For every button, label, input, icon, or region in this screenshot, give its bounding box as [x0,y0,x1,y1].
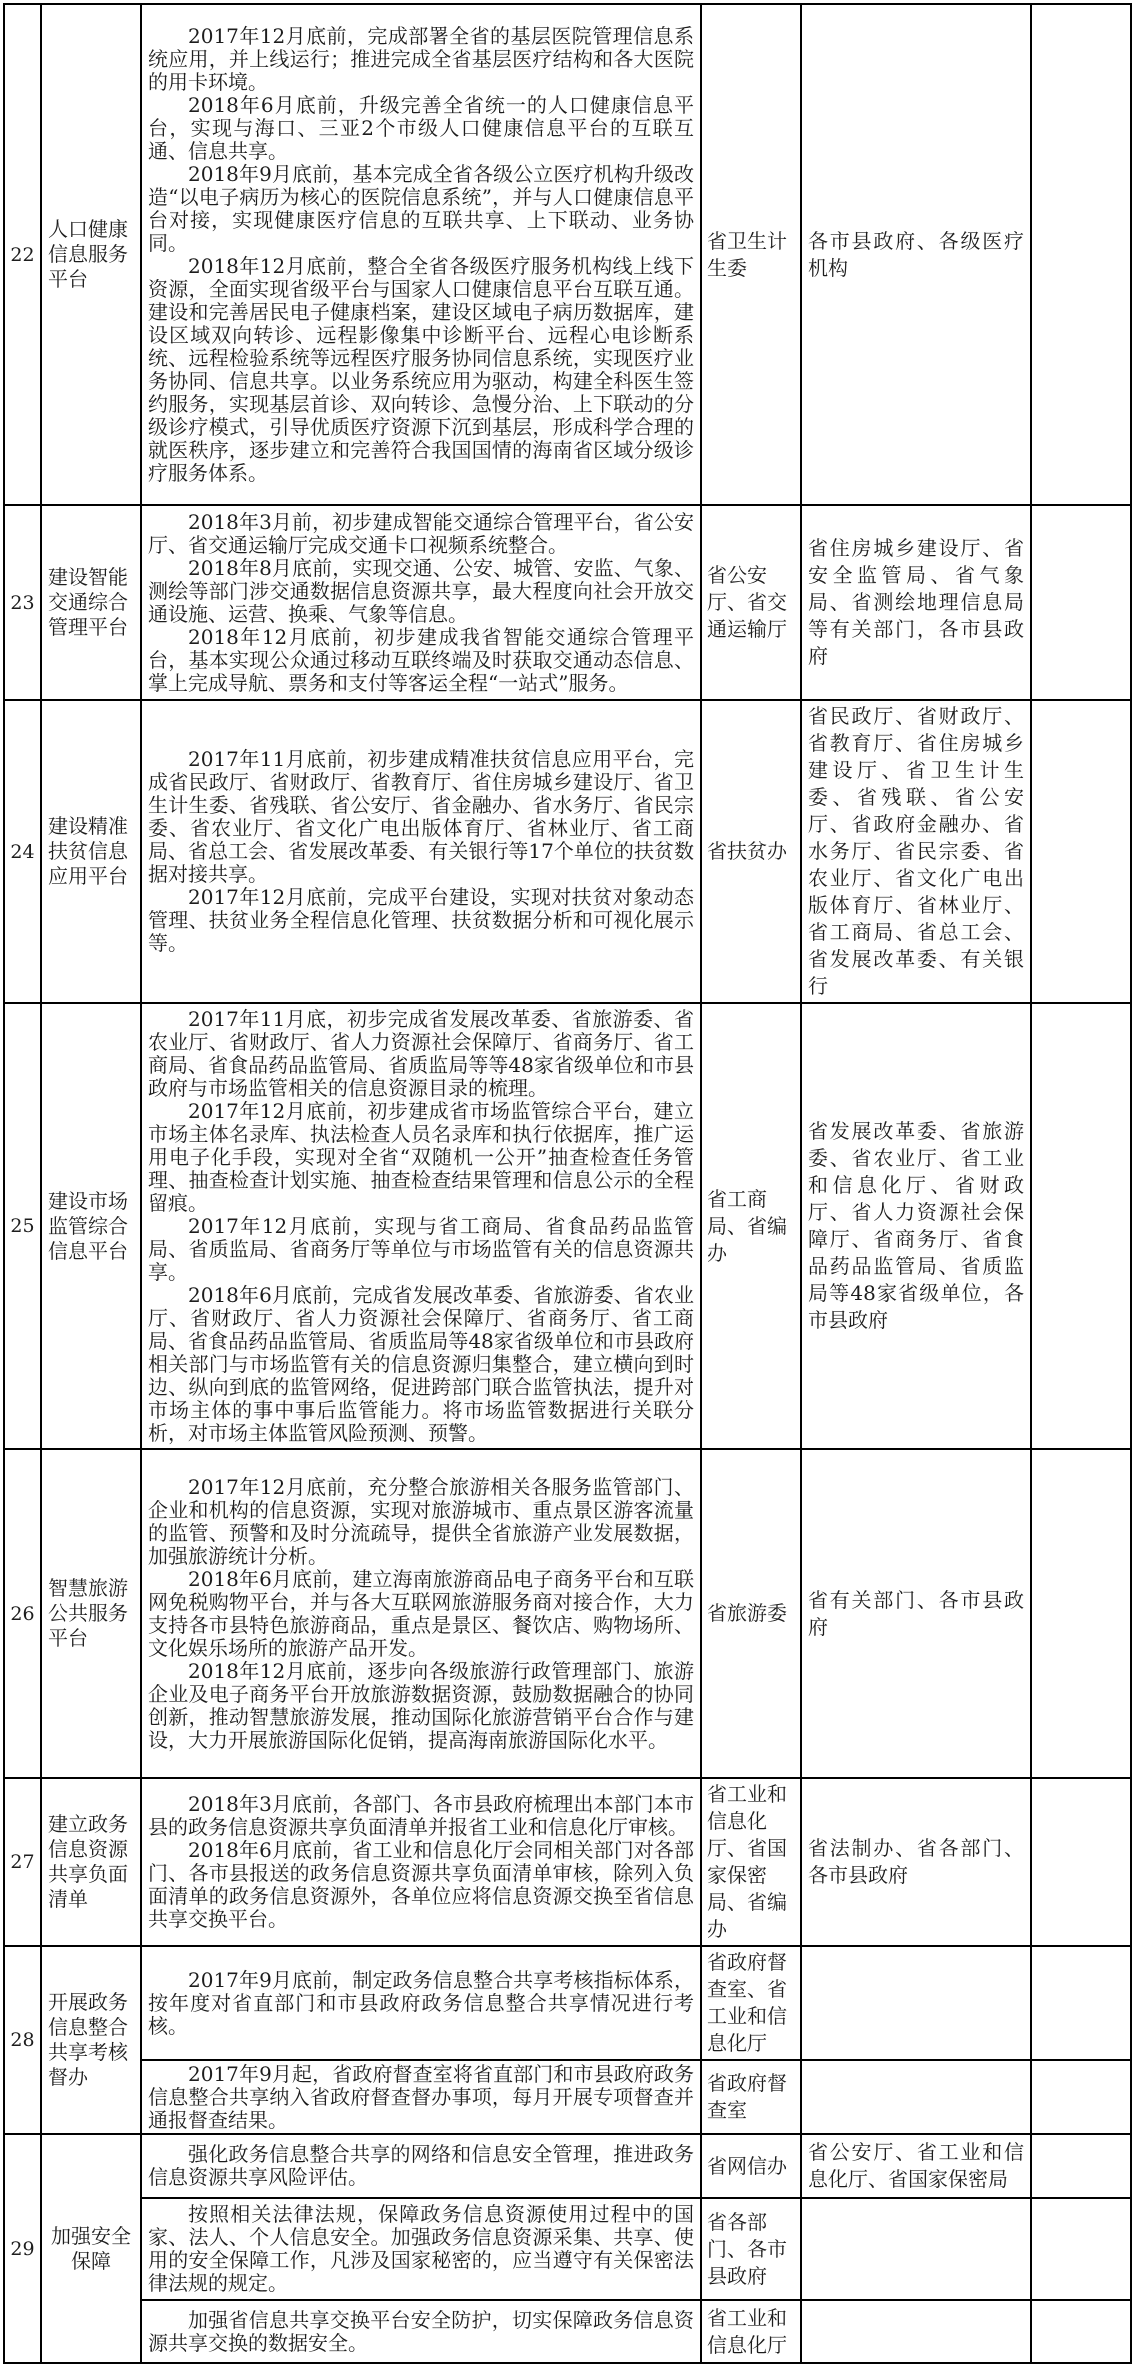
row-number: 25 [4,1003,41,1449]
description-paragraph: 2017年12月底前，完成部署全省的基层医院管理信息系统应用，并上线运行；推进完成全省基层医疗结构和各大医院的用卡环境。 [148,23,694,94]
description-paragraph: 强化政务信息整合共享的网络和信息安全管理，推进政务信息资源共享风险评估。 [148,2142,694,2189]
cooperating-departments-cell [801,1946,1031,2060]
lead-department-cell: 省工业和信息化厅、省国家保密局、省编办 [701,1778,801,1946]
cooperating-departments-cell: 省有关部门、各市县政府 [801,1449,1031,1778]
description-paragraph: 2017年12月底前，初步建成省市场监管综合平台，建立市场主体名录库、执法检查人员名录库和执行依据库，推广运用电子化手段，实现对全省“双随机一公开”抽查检查任务管理、抽查检查计划实施、抽查检查结果管理和信息公示的全程留痕。 [148,1098,694,1215]
blank-cell [1031,1778,1131,1946]
cooperating-departments-cell: 省发展改革委、省旅游委、省农业厅、省工业和信息化厅、省财政厅、省人力资源社会保障厅、省商务厅、省食品药品监管局、省质监局等48家省级单位，各市县政府 [801,1003,1031,1449]
row-number: 27 [4,1778,41,1946]
lead-department-cell: 省政府督查室 [701,2060,801,2134]
lead-department-cell: 省旅游委 [701,1449,801,1778]
description-paragraph: 2018年12月底前，整合全省各级医疗服务机构线上线下资源，全面实现省级平台与国家人口健康信息平台互联互通。建设和完善居民电子健康档案，建设区域电子病历数据库，建设区域双向转诊、远程影像集中诊断平台、远程心电诊断系统、远程检验系统等远程医疗服务协同信息系统，实现医疗业务协同、信息共享。以业务系统应用为驱动，构建全科医生签约服务，实现基层首诊、双向转诊、急慢分治、上下联动的分级诊疗模式，引导优质医疗资源下沉到基层，形成科学合理的就医秩序，逐步建立和完善符合我国国情的海南省区域分级诊疗服务体系。 [148,253,694,485]
description-paragraph: 2018年12月底前，初步建成我省智能交通综合管理平台，基本实现公众通过移动互联终端及时获取交通动态信息、掌上完成导航、票务和支付等客运全程“一站式”服务。 [148,624,694,695]
description-paragraph: 2017年12月底前，实现与省工商局、省食品药品监管局、省质监局、省商务厅等单位与市场监管有关的信息资源共享。 [148,1213,694,1284]
cooperating-departments-cell: 省公安厅、省工业和信息化厅、省国家保密局 [801,2134,1031,2198]
blank-cell [1031,505,1131,700]
row-number: 29 [4,2134,41,2363]
description-cell [141,2060,701,2134]
row-number: 26 [4,1449,41,1778]
description-paragraph: 2017年9月底前，制定政务信息整合共享考核指标体系，按年度对省直部门和市县政府政务信息整合共享情况进行考核。 [148,1967,694,2038]
blank-cell [1031,700,1131,1003]
task-name-cell: 建设智能交通综合管理平台 [41,505,141,700]
task-table [3,3,1132,2364]
blank-cell [1031,2198,1131,2300]
cooperating-departments-cell [801,2300,1031,2363]
description-cell [141,2134,701,2198]
description-paragraph: 加强省信息共享交换平台安全防护，切实保障政务信息资源共享交换的数据安全。 [148,2307,694,2355]
table-row [4,2134,1131,2198]
cooperating-departments-cell [801,2198,1031,2300]
blank-cell [1031,1946,1131,2060]
task-name-cell: 加强安全保障 [41,2134,141,2363]
lead-department-cell: 省网信办 [701,2134,801,2198]
description-cell [141,1003,701,1449]
lead-department-cell: 省各部门、各市县政府 [701,2198,801,2300]
cooperating-departments-cell: 省民政厅、省财政厅、省教育厅、省住房城乡建设厅、省卫生计生委、省残联、省公安厅、省政府金融办、省水务厅、省民宗委、省农业厅、省文化广电出版体育厅、省林业厅、省工商局、省总工会、省发展改革委、有关银行 [801,700,1031,1003]
table-row [4,2060,1131,2134]
description-paragraph: 2018年9月底前，基本完成全省各级公立医疗机构升级改造“以电子病历为核心的医院信息系统”，并与人口健康信息平台对接，实现健康医疗信息的互联共享、上下联动、业务协同。 [148,161,694,255]
task-name-cell: 建设市场监管综合信息平台 [41,1003,141,1449]
blank-cell [1031,1003,1131,1449]
task-table-page [3,3,1132,2364]
description-paragraph: 按照相关法律法规，保障政务信息资源使用过程中的国家、法人、个人信息安全。加强政务信息资源采集、共享、使用的安全保障工作，凡涉及国家秘密的，应当遵守有关保密法律法规的规定。 [148,2202,694,2295]
row-number: 22 [4,4,41,505]
description-cell [141,2198,701,2300]
row-number: 24 [4,700,41,1003]
description-paragraph: 2017年12月底前，充分整合旅游相关各服务监管部门、企业和机构的信息资源，实现对旅游城市、重点景区游客流量的监管、预警和及时分流疏导，提供全省旅游产业发展数据，加强旅游统计分析。 [148,1474,694,1568]
description-paragraph: 2017年11月底，初步完成省发展改革委、省旅游委、省农业厅、省财政厅、省人力资源社会保障厅、省商务厅、省工商局、省食品药品监管局、省质监局等等48家省级单位和市县政府与市场监管相关的信息资源目录的梳理。 [148,1006,694,1100]
lead-department-cell: 省工业和信息化厅 [701,2300,801,2363]
description-cell [141,700,701,1003]
description-cell [141,1778,701,1946]
description-paragraph: 2017年11月底前，初步建成精准扶贫信息应用平台，完成省民政厅、省财政厅、省教育厅、省住房城乡建设厅、省卫生计生委、省残联、省公安厅、省金融办、省水务厅、省民宗委、省农业厅、省文化广电出版体育厅、省林业厅、省工商局、省总工会、省发展改革委、有关银行等17个单位的扶贫数据对接共享。 [148,747,694,886]
blank-cell [1031,2300,1131,2363]
cooperating-departments-cell: 各市县政府、各级医疗机构 [801,4,1031,505]
table-row [4,1003,1131,1449]
lead-department-cell: 省卫生计生委 [701,4,801,505]
description-paragraph: 2018年3月底前，各部门、各市县政府梳理出本部门本市县的政务信息资源共享负面清单并报省工业和信息化厅审核。 [148,1792,694,1839]
description-paragraph: 2018年6月底前，建立海南旅游商品电子商务平台和互联网免税购物平台，并与各大互联网旅游服务商对接合作，大力支持各市县特色旅游商品，重点是景区、餐饮店、购物场所、文化娱乐场所的旅游产品开发。 [148,1566,694,1660]
description-paragraph: 2018年3月前，初步建成智能交通综合管理平台，省公安厅、省交通运输厅完成交通卡口视频系统整合。 [148,509,694,557]
table-row [4,1946,1131,2060]
task-name-cell: 智慧旅游公共服务平台 [41,1449,141,1778]
task-name-cell: 开展政务信息整合共享考核督办 [41,1946,141,2134]
description-paragraph: 2018年6月底前，省工业和信息化厅会同相关部门对各部门、各市县报送的政务信息资源共享负面清单审核，除列入负面清单的政务信息资源外，各单位应将信息资源交换至省信息共享交换平台。 [148,1838,694,1931]
cooperating-departments-cell: 省住房城乡建设厅、省安全监管局、省气象局、省测绘地理信息局等有关部门，各市县政府 [801,505,1031,700]
task-name-cell: 建立政务信息资源共享负面清单 [41,1778,141,1946]
table-row [4,1778,1131,1946]
table-row [4,4,1131,505]
lead-department-cell: 省政府督查室、省工业和信息化厅 [701,1946,801,2060]
description-paragraph: 2018年12月底前，逐步向各级旅游行政管理部门、旅游企业及电子商务平台开放旅游数据资源，鼓励数据融合的协同创新，推动智慧旅游发展，推动国际化旅游营销平台合作与建设，大力开展旅游国际化促销，提高海南旅游国际化水平。 [148,1658,694,1752]
description-cell [141,1449,701,1778]
table-row [4,2300,1131,2363]
lead-department-cell: 省公安厅、省交通运输厅 [701,505,801,700]
description-cell [141,4,701,505]
description-cell [141,2300,701,2363]
task-name-cell: 建设精准扶贫信息应用平台 [41,700,141,1003]
description-paragraph: 2017年12月底前，完成平台建设，实现对扶贫对象动态管理、扶贫业务全程信息化管理、扶贫数据分析和可视化展示等。 [148,885,694,955]
description-paragraph: 2018年6月底前，升级完善全省统一的人口健康信息平台，实现与海口、三亚2个市级人口健康信息平台的互联互通、信息共享。 [148,92,694,163]
description-cell [141,1946,701,2060]
description-paragraph: 2018年6月底前，完成省发展改革委、省旅游委、省农业厅、省财政厅、省人力资源社会保障厅、省商务厅、省工商局、省食品药品监管局、省质监局等48家省级单位和市县政府相关部门与市场监管有关的信息资源归集整合，建立横向到时边、纵向到底的监管网络，促进跨部门联合监管执法，提升对市场主体的事中事后监管能力。将市场监管数据进行关联分析，对市场主体监管风险预测、预警。 [148,1282,694,1445]
cooperating-departments-cell: 省法制办、省各部门、各市县政府 [801,1778,1031,1946]
table-row [4,700,1131,1003]
blank-cell [1031,1449,1131,1778]
description-paragraph: 2018年8月底前，实现交通、公安、城管、安监、气象、测绘等部门涉交通数据信息资源共享，最大程度向社会开放交通设施、运营、换乘、气象等信息。 [148,555,694,626]
table-row [4,2198,1131,2300]
description-paragraph: 2017年9月起，省政府督查室将省直部门和市县政府政务信息整合共享纳入省政府督查督办事项，每月开展专项督查并通报督查结果。 [148,2061,694,2132]
blank-cell [1031,4,1131,505]
cooperating-departments-cell [801,2060,1031,2134]
description-cell [141,505,701,700]
lead-department-cell: 省扶贫办 [701,700,801,1003]
table-row [4,1449,1131,1778]
row-number: 28 [4,1946,41,2134]
table-row [4,505,1131,700]
blank-cell [1031,2060,1131,2134]
blank-cell [1031,2134,1131,2198]
row-number: 23 [4,505,41,700]
lead-department-cell: 省工商局、省编办 [701,1003,801,1449]
task-name-cell: 人口健康信息服务平台 [41,4,141,505]
